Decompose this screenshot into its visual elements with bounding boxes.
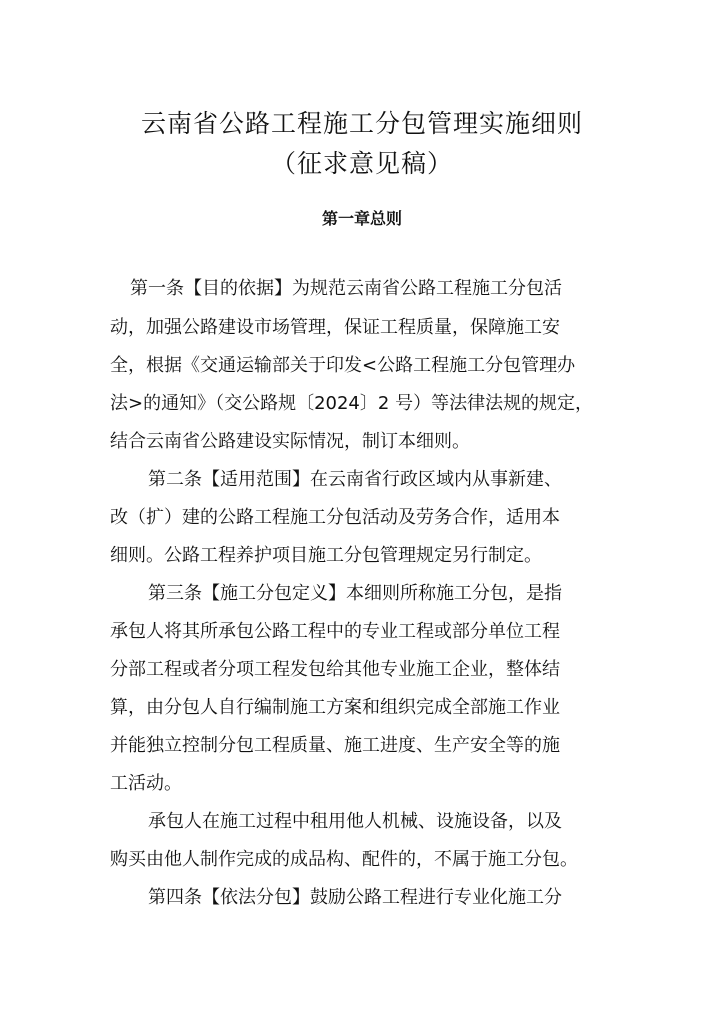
text-line: 承包人将其所承包公路工程中的专业工程或部分单位工程 bbox=[110, 621, 560, 642]
text-line: 全，根据《交通运输部关于印发<公路工程施工分包管理办 bbox=[110, 355, 576, 376]
text-line: 结合云南省公路建设实际情况，制订本细则。 bbox=[110, 431, 470, 452]
text-line: 动，加强公路建设市场管理，保证工程质量，保障施工安 bbox=[110, 317, 560, 338]
text-line: 第二条【适用范围】在云南省行政区域内从事新建、 bbox=[148, 469, 562, 490]
text-line: 第四条【依法分包】鼓励公路工程进行专业化施工分 bbox=[148, 887, 562, 908]
text-line: 算，由分包人自行编制施工方案和组织完成全部施工作业 bbox=[110, 697, 560, 718]
chapter-heading: 第一章总则 bbox=[321, 209, 402, 228]
text-line: 承包人在施工过程中租用他人机械、设施设备，以及 bbox=[148, 811, 562, 832]
text-line: 第三条【施工分包定义】本细则所称施工分包，是指 bbox=[148, 583, 562, 604]
text-line: 法>的通知》（交公路规〔2024〕2 号）等法律法规的规定， bbox=[110, 393, 594, 414]
text-line: 细则。公路工程养护项目施工分包管理规定另行制定。 bbox=[110, 545, 542, 566]
text-line: 工活动。 bbox=[110, 773, 182, 794]
document-subtitle: （征求意见稿） bbox=[270, 149, 453, 178]
text-line: 购买由他人制作完成的成品构、配件的，不属于施工分包。 bbox=[110, 849, 578, 870]
document-title: 云南省公路工程施工分包管理实施细则 bbox=[140, 109, 583, 138]
text-line: 并能独立控制分包工程质量、施工进度、生产安全等的施 bbox=[110, 735, 560, 756]
text-line: 改（扩）建的公路工程施工分包活动及劳务合作，适用本 bbox=[110, 507, 560, 528]
text-line: 分部工程或者分项工程发包给其他专业施工企业，整体结 bbox=[110, 659, 560, 680]
text-line: 第一条【目的依据】为规范云南省公路工程施工分包活 bbox=[130, 278, 562, 299]
